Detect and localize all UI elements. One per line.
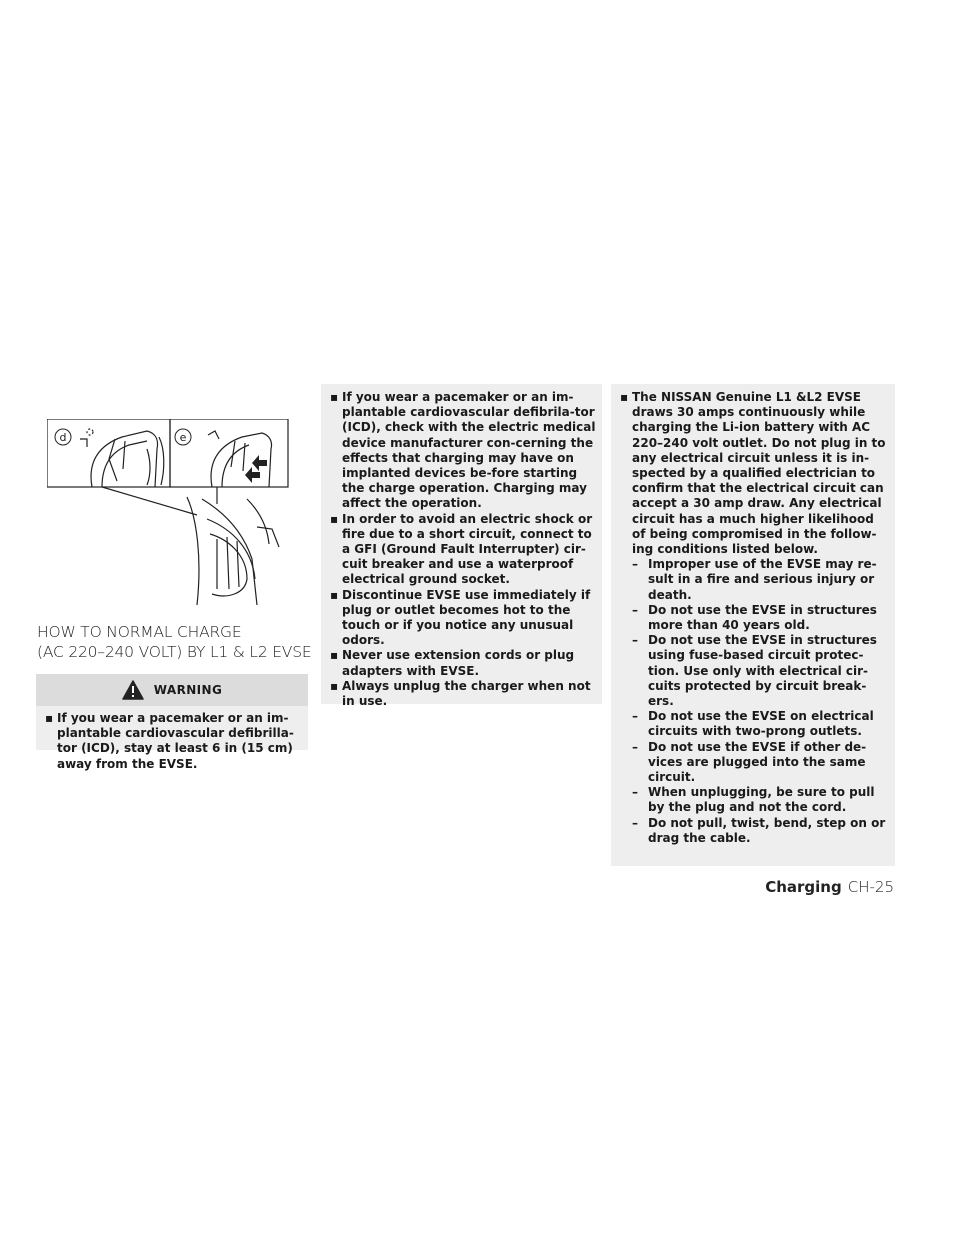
sub-list-item-text: Do not use the EVSE in structures using fuse-based circuit protec-tion. Use only with electrical cir-cuits protected by circuit break-ers. [648, 633, 877, 709]
sub-list-item-text: Do not use the EVSE on electrical circuits with two-prong outlets. [648, 709, 874, 739]
bullet-icon: ▪ [330, 678, 339, 693]
list-item-text: If you wear a pacemaker or an im-plantable cardiovascular defibrilla-tor (ICD), stay at least 6 in (15 cm) away from the EVSE. [57, 711, 294, 771]
sub-list-item-text: Do not pull, twist, bend, step on or drag the cable. [648, 815, 886, 845]
dash-icon: – [632, 602, 638, 617]
figure-label-e: e [179, 431, 187, 444]
page-number: CH-25 [847, 878, 894, 896]
dash-icon: – [632, 557, 638, 572]
footer-section: Charging [765, 878, 842, 896]
sub-list-item [632, 740, 888, 786]
sub-list-item-text: When unplugging, be sure to pull by the plug and not the cord. [648, 785, 875, 815]
warning-column-2 [328, 390, 596, 709]
list-item-text: The NISSAN Genuine L1 &L2 EVSE draws 30 amps continuously while charging the Li-ion battery with AC 220–240 volt outlet. Do not plug in to any electrical circuit unless it is in-spected by a qualified electrician to confirm that the electrical circuit can accept a 30 amp draw. Any electrical circuit has a much higher likelihood of being compromised in the follow-ing conditions listed below. [632, 390, 886, 557]
dash-icon: – [632, 739, 638, 754]
dash-icon: – [632, 815, 638, 830]
list-item [328, 512, 596, 588]
list-item-text: In order to avoid an electric shock or fire due to a short circuit, connect to a GFI (Ground Fault Interrupter) cir-cuit breaker and use a waterproof electrical ground socket. [342, 511, 593, 587]
heading-line-1: HOW TO NORMAL CHARGE [37, 623, 242, 641]
warning-triangle-icon [122, 680, 144, 700]
sub-list-item [632, 603, 888, 633]
dash-icon: – [632, 633, 638, 648]
section-heading [37, 622, 317, 662]
sub-list-item [632, 709, 888, 739]
figure-label-d: d [59, 431, 67, 444]
sub-list-item [632, 785, 888, 815]
list-item [328, 588, 596, 649]
list-item [328, 679, 596, 709]
sub-list-item-text: Do not use the EVSE if other de-vices are plugged into the same circuit. [648, 739, 867, 785]
sub-list-item-text: Do not use the EVSE in structures more than 40 years old. [648, 602, 877, 633]
warning-header [36, 674, 308, 706]
list-item [328, 390, 596, 512]
list-item-text: Never use extension cords or plug adapters with EVSE. [342, 648, 575, 678]
charging-port-illustration [47, 419, 289, 609]
sub-list-item-text: Improper use of the EVSE may re-sult in a fire and serious injury or death. [648, 557, 877, 602]
dash-icon: – [632, 709, 638, 724]
sub-list-item [632, 816, 888, 846]
sub-list-item [632, 557, 888, 603]
warning-column-1 [43, 711, 301, 772]
bullet-icon: ▪ [330, 587, 339, 602]
heading-line-2: (AC 220–240 VOLT) BY L1 & L2 EVSE [37, 643, 312, 661]
page-footer [765, 878, 894, 896]
list-item [328, 648, 596, 678]
list-item-text: Discontinue EVSE use immediately if plug or outlet becomes hot to the touch or if you notice any unusual odors. [342, 587, 591, 648]
warning-title: WARNING [153, 683, 223, 697]
sub-list-item [632, 633, 888, 709]
bullet-icon: ▪ [45, 711, 54, 725]
bullet-icon: ▪ [330, 511, 339, 526]
list-item [618, 390, 888, 557]
warning-column-3 [618, 390, 888, 846]
list-item-text: If you wear a pacemaker or an im-plantable cardiovascular defibrila-tor (ICD), check with the electric medical device manufacturer con-cerning the effects that charging may have on implanted devices be-fore starting the charge operation. Charging may affect the operation. [342, 390, 596, 511]
bullet-icon: ▪ [330, 390, 339, 404]
list-item [43, 711, 301, 772]
list-item-text: Always unplug the charger when not in use. [342, 678, 591, 709]
dash-icon: – [632, 785, 638, 800]
bullet-icon: ▪ [330, 648, 339, 663]
bullet-icon: ▪ [620, 390, 629, 404]
